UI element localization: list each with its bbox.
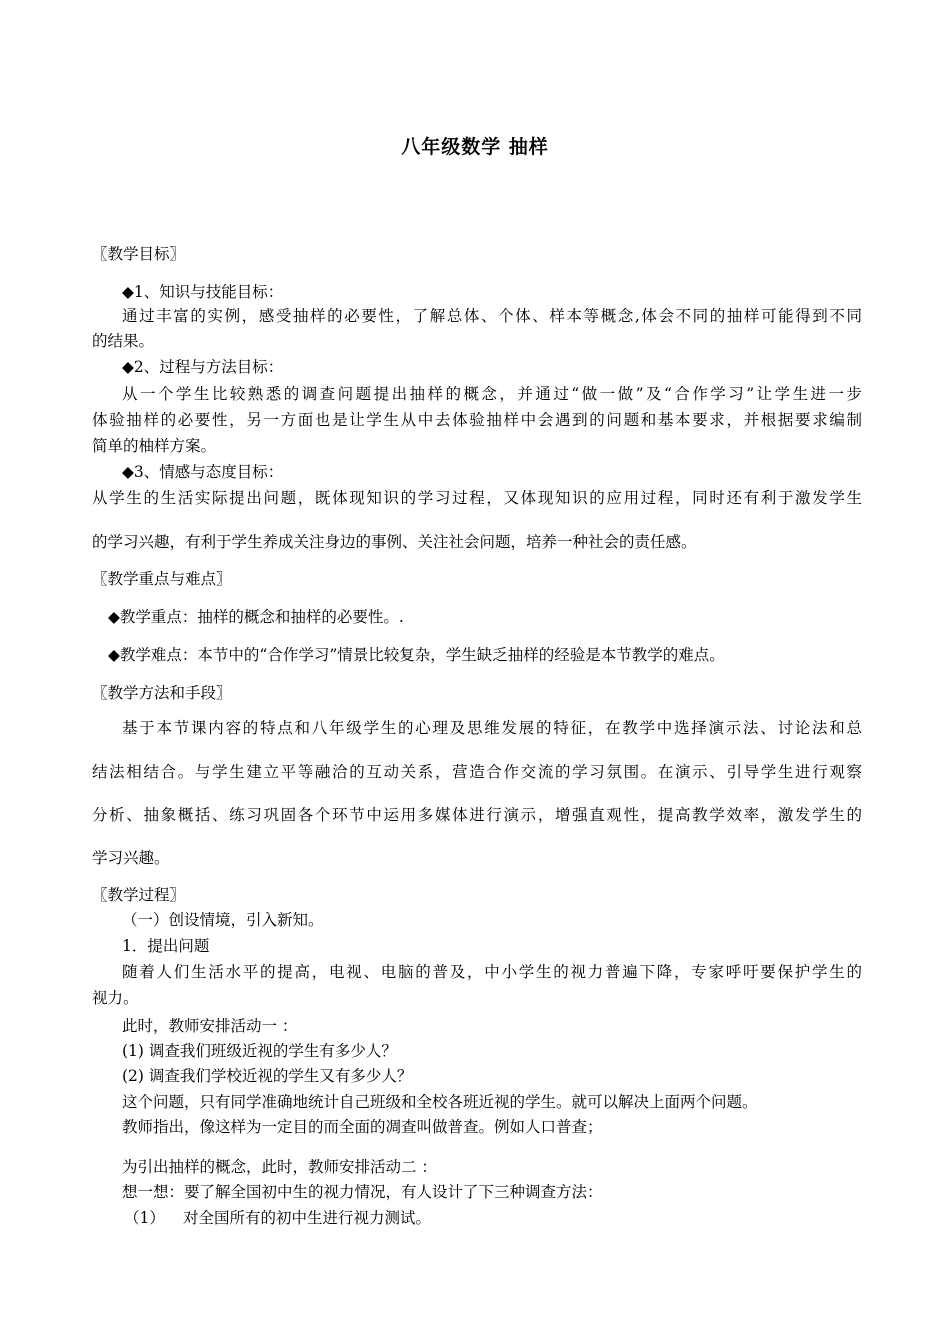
difficulty-point: ◆教学难点：本节中的“合作学习”情景比较复杂，学生缺乏抽样的经验是本节教学的难点。: [108, 646, 725, 664]
process-step-1: （一）创设情境，引入新知。: [122, 911, 324, 929]
process-text-line: 这个问题，只有同学准确地统计自己班级和全校各班近视的学生。就可以解决上面两个问题。: [122, 1093, 758, 1111]
goal-1-text: 通过丰富的实例，感受抽样的必要性，了解总体、个体、样本等概念,体会不同的抽样可能得到不同: [122, 307, 862, 325]
section-heading-focus: 〖教学重点与难点〗: [92, 570, 232, 588]
methods-paragraph-line: 分析、抽象概括、练习巩固各个环节中运用多媒体进行演示，增强直观性，提高教学效率，激发学生的: [92, 806, 862, 824]
method-1-number: （1）: [124, 1209, 165, 1227]
methods-paragraph-line: 学习兴趣。: [92, 849, 170, 867]
goal-3-text: 从学生的生活实际提出问题，既体现知识的学习过程，又体现知识的应用过程，同时还有利于激发学生: [92, 489, 862, 507]
process-sub-1: 1．提出问题: [122, 937, 210, 955]
question-1: (1) 调查我们班级近视的学生有多少人？: [122, 1042, 397, 1060]
section-heading-methods: 〖教学方法和手段〗: [92, 684, 232, 702]
method-1-text: 对全国所有的初中生进行视力测试。: [183, 1209, 432, 1227]
section-heading-process: 〖教学过程〗: [92, 886, 186, 904]
key-point: ◆教学重点：抽样的概念和抽样的必要性。.: [108, 608, 404, 626]
goal-2-label: ◆2、过程与方法目标：: [122, 358, 284, 376]
goal-2-text-end: 简单的柚样方案。: [92, 437, 217, 455]
process-text-line: 教师指出，像这样为一定目的而全面的凋查叫做普查。例如人口普查；: [122, 1118, 603, 1136]
goal-2-text: 从一个学生比较熟悉的调查问题提出抽样的概念，并通过“做一做”及“合作学习”让学生进一步: [122, 385, 862, 403]
goal-2-text-cont: 体验抽样的必要性，另一方面也是让学生从中去体验抽样中会遇到的问题和基本要求，并根据要求编制: [92, 411, 862, 429]
goal-1-label: ◆1、知识与技能目标：: [122, 283, 284, 301]
methods-paragraph-line: 基于本节课内容的特点和八年级学生的心理及思维发展的特征，在教学中选择演示法、讨论法和总: [122, 719, 862, 737]
methods-paragraph-line: 结法相结合。与学生建立平等融洽的互动关系，营造合作交流的学习氛围。在演示、引导学生进行观察: [92, 763, 862, 781]
goal-3-label: ◆3、情感与态度目标：: [122, 463, 284, 481]
process-text-line: 此时，教师安排活动一 ：: [122, 1017, 298, 1035]
process-text-line: 想一想：要了解全国初中生的视力情况，有人设计了下三种调查方法：: [122, 1183, 603, 1201]
section-heading-goals: 〖教学目标〗: [92, 245, 186, 263]
process-text-line: 为引出抽样的概念，此时，教师安排活动二 ：: [122, 1158, 437, 1176]
page-title: 八年级数学 抽样: [401, 136, 549, 158]
question-2: (2) 调查我们学校近视的学生又有多少人？: [122, 1067, 413, 1085]
process-text-line: 视力。: [92, 989, 139, 1007]
goal-1-text-cont: 的结果。: [92, 332, 155, 350]
process-text-line: 随着人们生活水平的提高，电视、电脑的普及，中小学生的视力普遍下降，专家呼吁要保护学生的: [122, 963, 862, 981]
goal-3-text-cont: 的学习兴趣，有利于学生养成关注身边的事例、关注社会问题，培养一种社会的责任感。: [92, 533, 697, 551]
